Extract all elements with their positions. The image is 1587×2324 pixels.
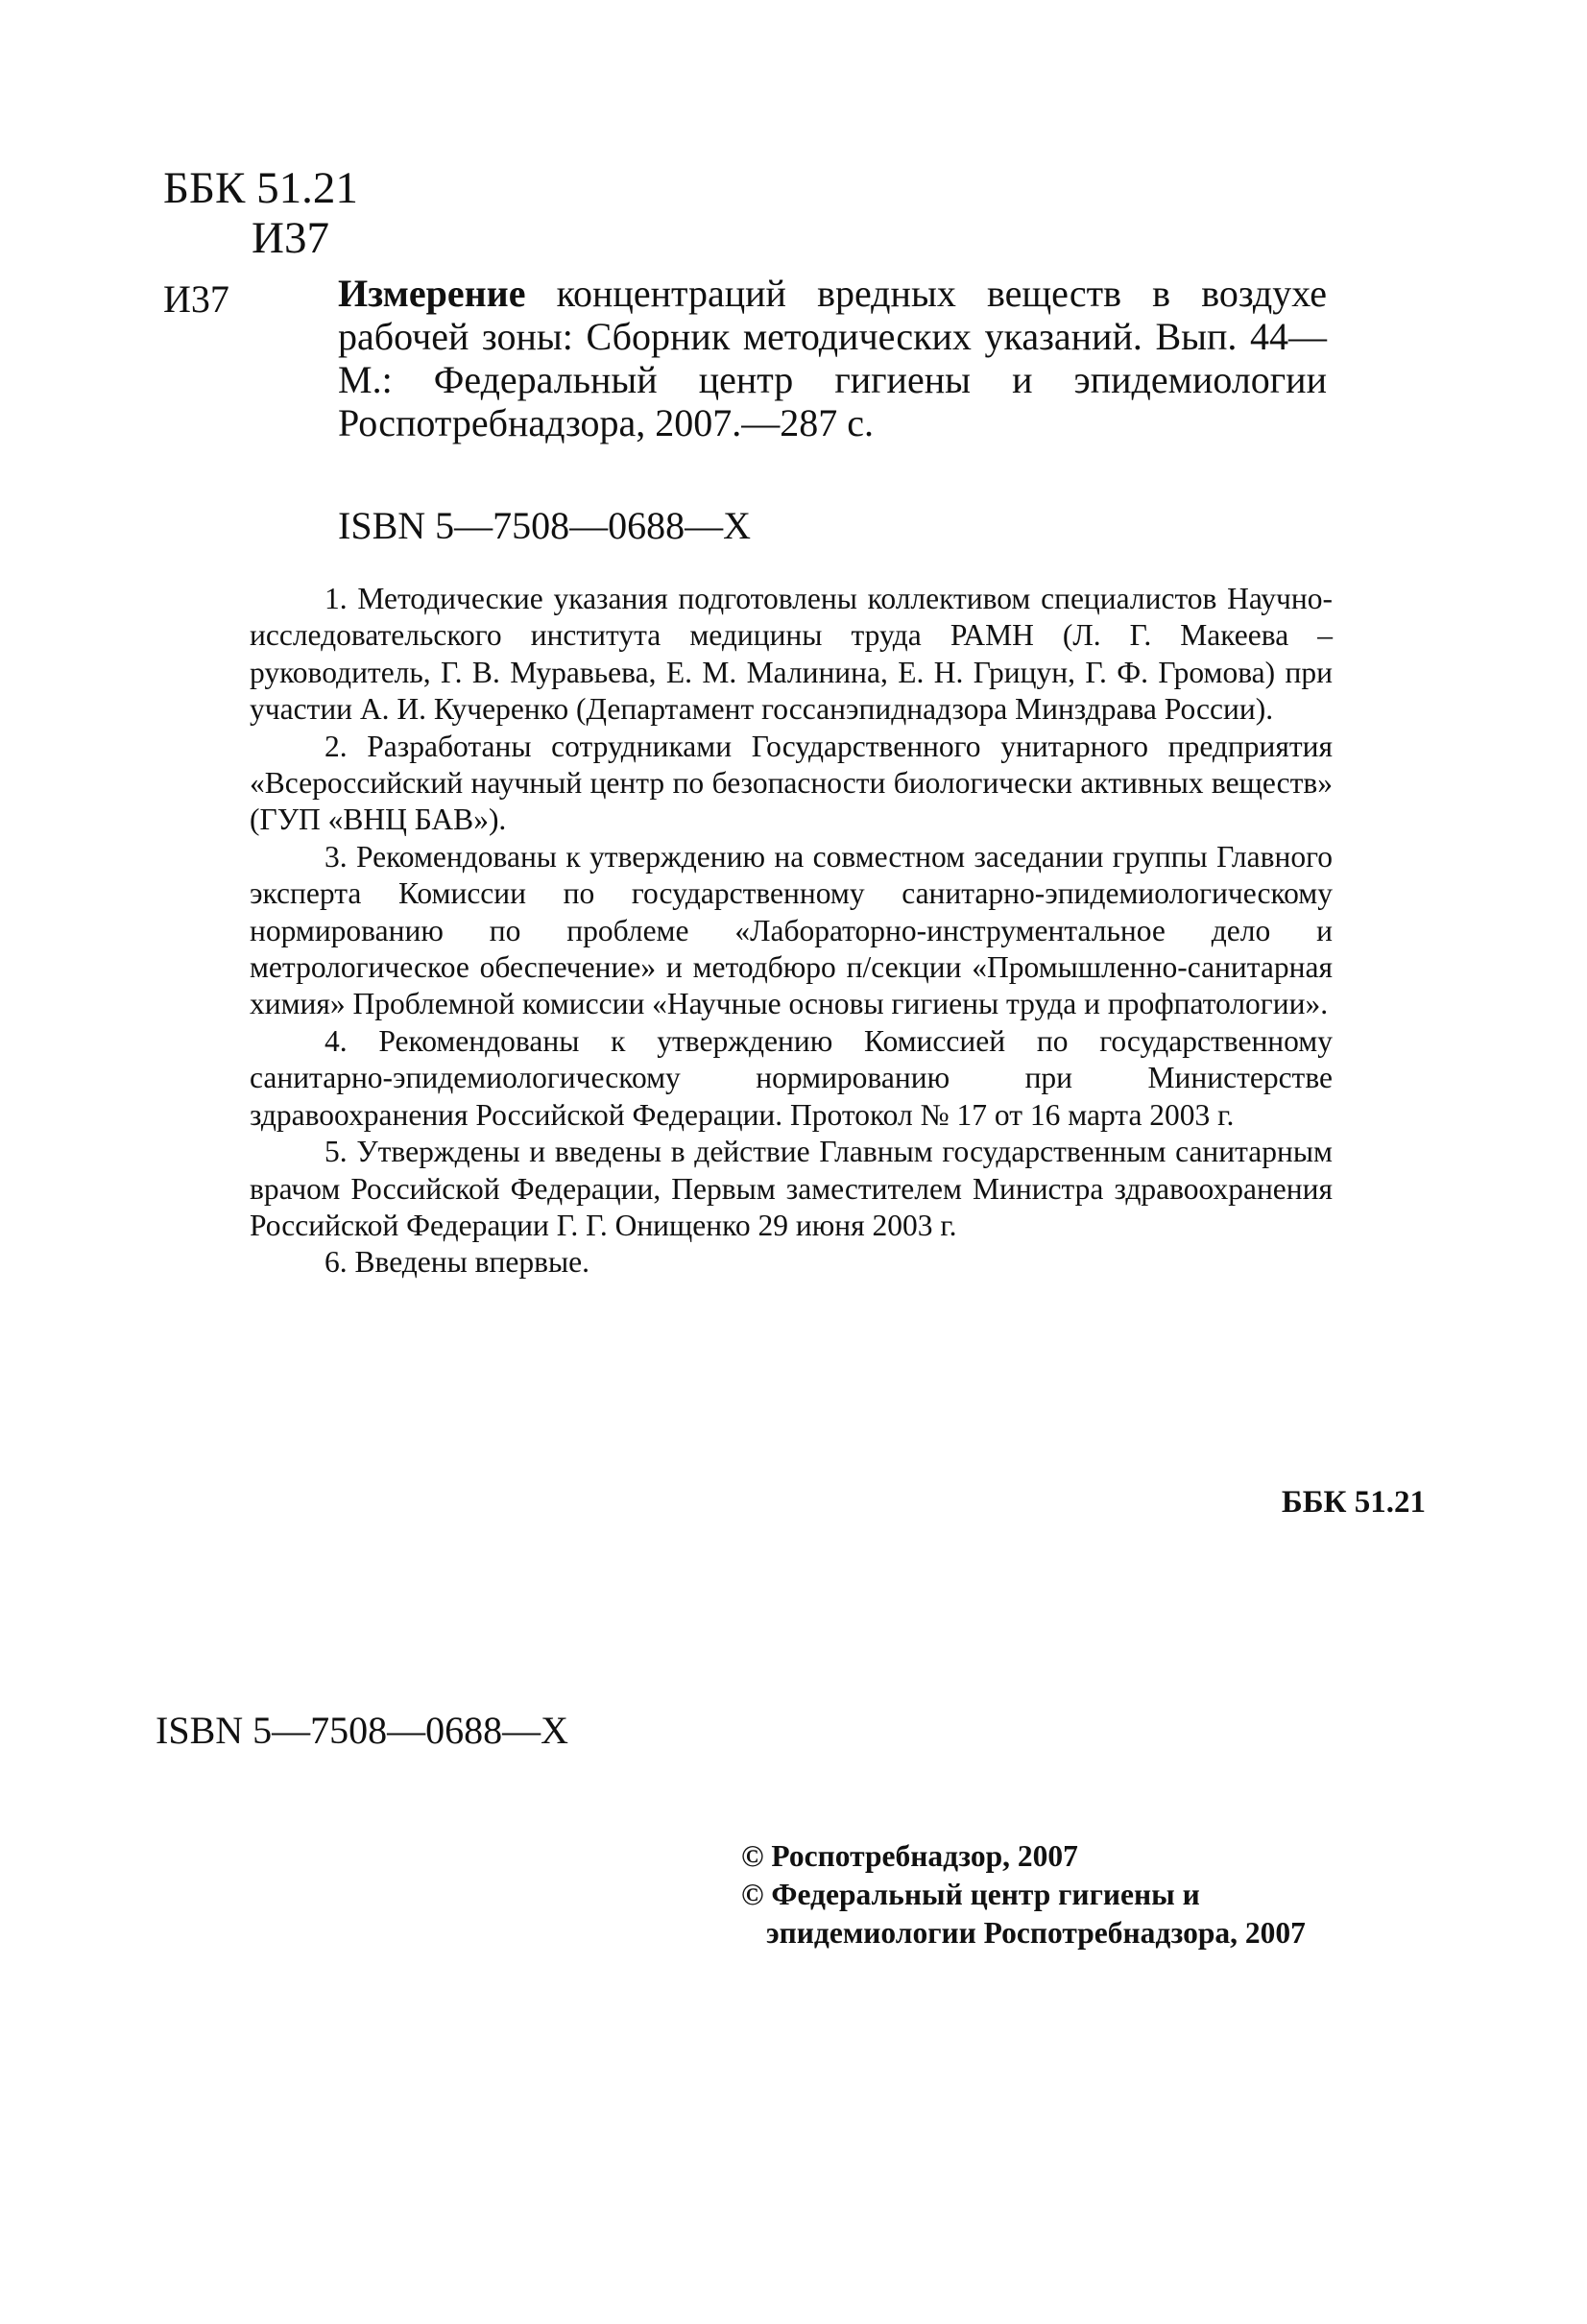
bbk-code-header: ББК 51.21 (163, 163, 358, 213)
copyright-line: эпидемиологии Роспотребнадзора, 2007 (766, 1916, 1306, 1950)
note-item: 3. Рекомендованы к утверждению на совместном заседании группы Главного эксперта Комиссии по государственному санитарно-эпидемиологическому нормированию по проблеме «Лабораторно-инструментальное дело и метрологическое обеспечение» и методбюро п/секции «Промышленно-санитарная химия» Проблемной комиссии «Научные основы гигиены труда и профпатологии». (250, 839, 1333, 1021)
title-lead-word: Измерение (338, 272, 526, 315)
title-rest: концентраций вредных веществ в воздухе рабочей зоны: Сборник методических указаний. Вып. 44— М.: Федеральный центр гигиены и эпидемиологии Роспотребнадзора, 2007.—287 с. (338, 272, 1327, 444)
notes-list (250, 581, 1333, 1282)
bbk-code-right: ББК 51.21 (1281, 1485, 1426, 1520)
isbn-bottom: ISBN 5—7508—0688—X (156, 1709, 569, 1752)
note-item: 1. Методические указания подготовлены коллективом специалистов Научно-исследовательского института медицины труда РАМН (Л. Г. Макеева – руководитель, Г. В. Муравьева, Е. М. Малинина, Е. Н. Грицун, Г. Ф. Громова) при участии А. И. Кучеренко (Департамент госсанэпиднадзора Минздрава России). (250, 582, 1333, 727)
bibliographic-description (338, 272, 1327, 444)
note-item: 2. Разработаны сотрудниками Государственного унитарного предприятия «Всероссийский научный центр по безопасности биологически активных веществ» (ГУП «ВНЦ БАВ»). (250, 729, 1333, 837)
copyright-line: © Федеральный центр гигиены и (741, 1878, 1200, 1911)
note-item: 5. Утверждены и введены в действие Главным государственным санитарным врачом Российской Федерации, Первым заместителем Министра здравоохранения Российской Федерации Г. Г. Онищенко 29 июня 2003 г. (250, 1135, 1333, 1242)
copyright-line: © Роспотребнадзор, 2007 (741, 1839, 1078, 1873)
isbn-entry: ISBN 5—7508—0688—X (338, 504, 752, 547)
author-code-entry: И37 (163, 277, 229, 321)
author-code-header: И37 (252, 213, 329, 263)
note-item: 6. Введены впервые. (325, 1245, 590, 1280)
copyright-block (741, 1837, 1306, 1953)
note-item: 4. Рекомендованы к утверждению Комиссией по государственному санитарно-эпидемиологическому нормированию при Министерстве здравоохранения Российской Федерации. Протокол № 17 от 16 марта 2003 г. (250, 1023, 1333, 1132)
